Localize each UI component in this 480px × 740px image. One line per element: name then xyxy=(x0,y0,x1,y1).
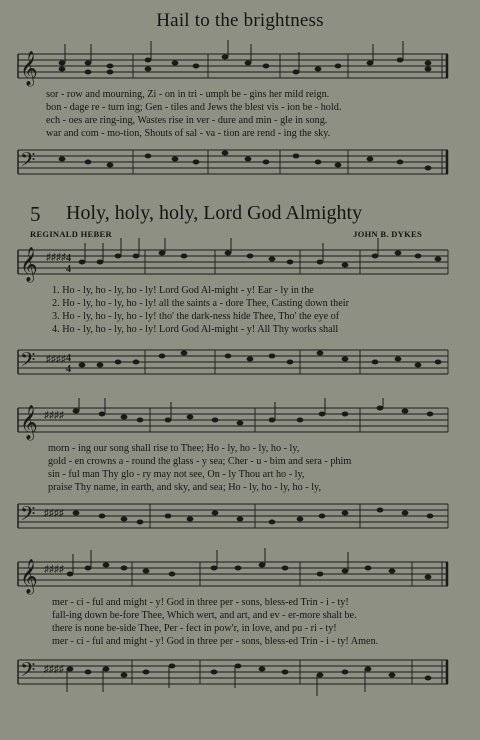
lyrics-system2: morn - ing our song shall rise to Thee; Ho - ly, ho - ly, ho - ly, gold - en crowns a - round the glass - y sea; Cher - u - bim and sera - phim sin - ful man Thy glo - ry may not see, On - ly Thou art ho - ly, praise Thy name, in earth, and sky, and sea; Ho - ly, ho - ly, ho - ly, xyxy=(48,443,352,493)
svg-text:4: 4 xyxy=(66,364,71,375)
lyrics-system1: 1. Ho - ly, ho - ly, ho - ly! Lord God Al-might - y! Ear - ly in the 2. Ho - ly, ho - ly, ho - ly! all the saints a - dore Thee, Casting down their 3. Ho - ly, ho - ly, ho - ly! tho' the dark-ness hide Thee, Tho' the eye of 4. Ho - ly, ho - ly, ho - ly! Lord God Al-might - y! All Thy works shall xyxy=(52,285,349,335)
svg-text:4: 4 xyxy=(66,253,71,264)
svg-text:♯♯♯♯: ♯♯♯♯ xyxy=(44,664,64,675)
previous-hymn-lyrics: sor - row and mourning, Zi - on in tri - umph be - gins her mild reign. bon - dage re - turn ing; Gen - tiles and Jews the blest vis - ion be - hold. ech - oes are ring-ing, Wastes rise in ver - dure and min - gle in song. war and com - mo-tion, Shouts of sal - va - tion are rend - ing the sky. xyxy=(46,89,342,139)
previous-hymn-title: Hail to the brightness xyxy=(156,10,324,31)
hymn-title: Holy, holy, holy, Lord God Almighty xyxy=(66,202,363,224)
staff-bass-system2 xyxy=(0,492,480,542)
svg-text:𝄞: 𝄞 xyxy=(20,52,38,85)
staff-treble-system3 xyxy=(0,548,480,598)
svg-text:𝄞: 𝄞 xyxy=(20,248,38,281)
staff-bass-system1 xyxy=(0,336,480,386)
svg-text:♯♯♯♯: ♯♯♯♯ xyxy=(46,354,66,365)
svg-text:♯♯♯♯: ♯♯♯♯ xyxy=(44,508,64,519)
svg-text:♯♯♯♯: ♯♯♯♯ xyxy=(44,564,64,575)
svg-text:4: 4 xyxy=(66,264,71,275)
svg-text:𝄢: 𝄢 xyxy=(20,150,36,176)
svg-text:𝄢: 𝄢 xyxy=(20,350,36,376)
svg-text:♯♯♯♯: ♯♯♯♯ xyxy=(46,252,66,263)
staff-bass-prev xyxy=(0,138,480,188)
lyrics-system3: mer - ci - ful and might - y! God in three per - sons, bless-ed Trin - i - ty! fall-ing down be-fore Thee, Which wert, and art, and ev - er-more shalt be. there is none be-side Thee, Per - fect in pow'r, in love, and pu - ri - ty! mer - ci - ful and might - y! God in three per - sons, bless-ed Trin - i - ty! Amen. xyxy=(52,597,379,647)
svg-text:𝄞: 𝄞 xyxy=(20,560,38,593)
svg-text:4: 4 xyxy=(66,353,71,364)
staff-treble-system2 xyxy=(0,398,480,446)
staff-treble-system1 xyxy=(0,238,480,286)
svg-text:𝄢: 𝄢 xyxy=(20,504,36,530)
staff-bass-system3 xyxy=(0,648,480,708)
staff-treble-prev xyxy=(0,38,480,88)
hymn-author: REGINALD HEBER xyxy=(30,229,112,239)
svg-text:𝄢: 𝄢 xyxy=(20,660,36,686)
svg-text:𝄞: 𝄞 xyxy=(20,406,38,439)
svg-text:♯♯♯♯: ♯♯♯♯ xyxy=(44,410,64,421)
hymn-number: 5 xyxy=(30,202,41,226)
hymn-composer: JOHN B. DYKES xyxy=(353,229,422,239)
